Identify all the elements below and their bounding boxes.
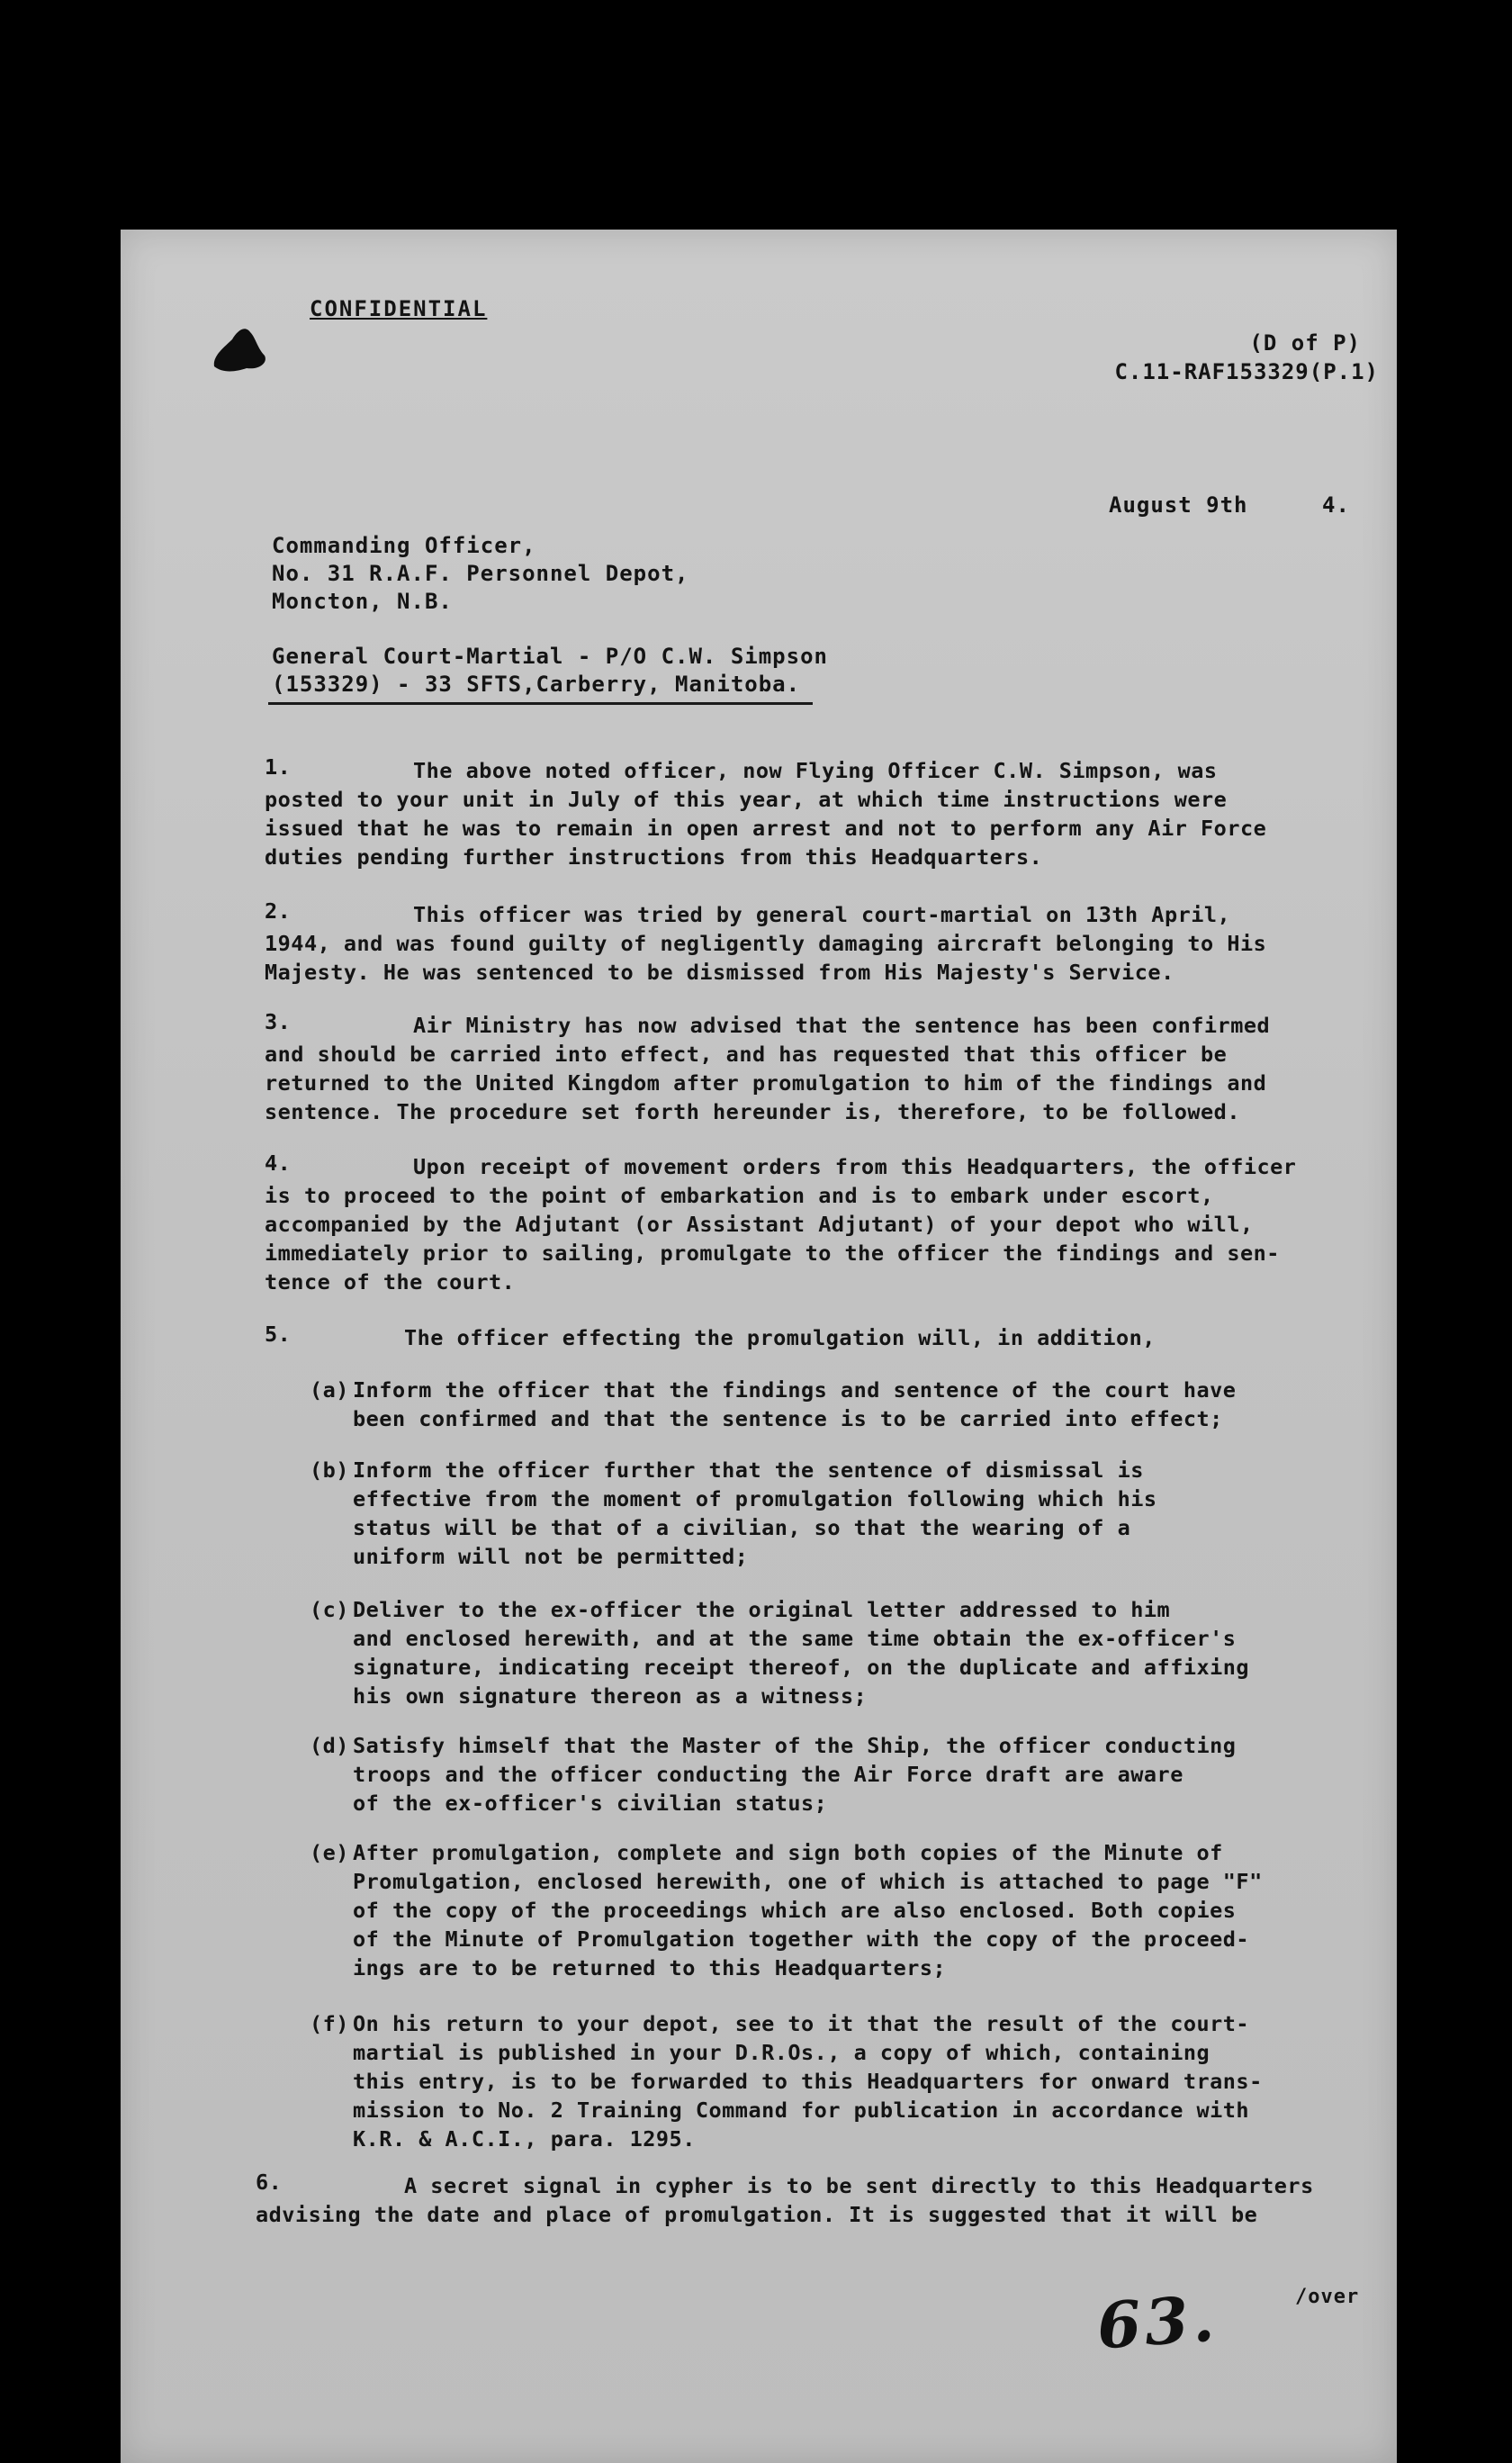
addressee-line: Commanding Officer, xyxy=(272,533,536,558)
paragraph-line: advising the date and place of promulgation. It is suggested that it will be xyxy=(256,2202,1258,2227)
paragraph-number: 5. xyxy=(265,1322,292,1347)
subitem-line: signature, indicating receipt thereof, on the duplicate and affixing xyxy=(353,1655,1250,1680)
subitem-line: effective from the moment of promulgation following which his xyxy=(353,1486,1157,1511)
addressee-line: Moncton, N.B. xyxy=(272,589,453,614)
letter-date-year: 4. xyxy=(1322,492,1350,518)
office-code: (D of P) xyxy=(1249,330,1361,356)
paragraph-line: The above noted officer, now Flying Officer C.W. Simpson, was xyxy=(413,758,1218,783)
paragraph-number: 3. xyxy=(265,1009,292,1034)
subitem-line: After promulgation, complete and sign both copies of the Minute of xyxy=(353,1840,1223,1865)
addressee-line: No. 31 R.A.F. Personnel Depot, xyxy=(272,561,689,586)
paragraph-line: Air Ministry has now advised that the sentence has been confirmed xyxy=(413,1013,1271,1038)
subitem-label: (a) xyxy=(310,1377,349,1403)
subitem-line: Deliver to the ex-officer the original letter addressed to him xyxy=(353,1597,1171,1622)
subitem-line: Satisfy himself that the Master of the Ship, the officer conducting xyxy=(353,1733,1237,1758)
paragraph-number: 2. xyxy=(265,898,292,924)
paragraph-line: Upon receipt of movement orders from this Headquarters, the officer xyxy=(413,1154,1297,1179)
classification-label: CONFIDENTIAL xyxy=(310,296,488,321)
paragraph-line: tence of the court. xyxy=(265,1269,516,1295)
subitem-label: (d) xyxy=(310,1733,349,1758)
paragraph-line: This officer was tried by general court-martial on 13th April, xyxy=(413,902,1231,927)
continued-over-marker: /over xyxy=(1295,2286,1360,2308)
subitem-line: of the Minute of Promulgation together with the copy of the proceed- xyxy=(353,1926,1250,1952)
subitem-line: ings are to be returned to this Headquarters; xyxy=(353,1955,947,1980)
paragraph-3 xyxy=(265,1011,1291,1126)
subitem-label: (b) xyxy=(310,1457,349,1483)
subitem-line: and enclosed herewith, and at the same time obtain the ex-officer's xyxy=(353,1626,1237,1651)
subject-underline xyxy=(268,702,813,705)
subitem-line: Inform the officer further that the sentence of dismissal is xyxy=(353,1457,1144,1483)
subject-line: General Court-Martial - P/O C.W. Simpson xyxy=(272,644,828,669)
subitem-line: this entry, is to be forwarded to this Headquarters for onward trans- xyxy=(353,2069,1263,2094)
subitem-label: (c) xyxy=(310,1597,349,1622)
paragraph-line: immediately prior to sailing, promulgate to the officer the findings and sen- xyxy=(265,1241,1280,1266)
subitem-line: his own signature thereon as a witness; xyxy=(353,1683,868,1709)
paragraph-line: is to proceed to the point of embarkation and is to embark under escort, xyxy=(265,1183,1214,1208)
subitem-line: K.R. & A.C.I., para. 1295. xyxy=(353,2126,696,2152)
paragraph-line: issued that he was to remain in open arrest and not to perform any Air Force xyxy=(265,816,1267,841)
paragraph-line: and should be carried into effect, and has requested that this officer be xyxy=(265,1042,1228,1067)
subitem-line: On his return to your depot, see to it that the result of the court- xyxy=(353,2011,1250,2036)
subitem-line: uniform will not be permitted; xyxy=(353,1544,749,1569)
paragraph-line: The officer effecting the promulgation will, in addition, xyxy=(404,1325,1156,1350)
paragraph-4 xyxy=(265,1150,1297,1296)
paragraph-line: 1944, and was found guilty of negligently damaging aircraft belonging to His xyxy=(265,931,1267,956)
paragraph-line: A secret signal in cypher is to be sent directly to this Headquarters xyxy=(404,2173,1314,2198)
paragraph-line: sentence. The procedure set forth hereunder is, therefore, to be followed. xyxy=(265,1099,1240,1124)
subitem-line: of the copy of the proceedings which are also enclosed. Both copies xyxy=(353,1898,1237,1923)
subitem-line: mission to No. 2 Training Command for publication in accordance with xyxy=(353,2098,1250,2123)
letter-date: August 9th xyxy=(1109,492,1248,518)
paragraph-1 xyxy=(265,756,1291,871)
paragraph-number: 1. xyxy=(265,754,292,780)
paragraph-line: returned to the United Kingdom after promulgation to him of the findings and xyxy=(265,1070,1267,1096)
subitem-line: of the ex-officer's civilian status; xyxy=(353,1791,828,1816)
paragraph-6 xyxy=(256,2170,1314,2229)
file-reference: C.11-RAF153329(P.1) xyxy=(1114,359,1379,384)
subject-block xyxy=(272,642,828,698)
subitem-label: (e) xyxy=(310,1840,349,1865)
paragraph-line: posted to your unit in July of this year, at which time instructions were xyxy=(265,787,1228,812)
paragraph-line: duties pending further instructions from this Headquarters. xyxy=(265,844,1043,870)
subitem-line: been confirmed and that the sentence is to be carried into effect; xyxy=(353,1406,1223,1431)
subject-line: (153329) - 33 SFTS,Carberry, Manitoba. xyxy=(272,672,801,697)
addressee-block xyxy=(272,531,688,615)
handwritten-folio-number: 63. xyxy=(1094,2280,1220,2364)
punch-hole-mark xyxy=(205,321,274,377)
paragraph-number: 4. xyxy=(265,1150,292,1176)
paragraph-line: Majesty. He was sentenced to be dismissed from His Majesty's Service. xyxy=(265,960,1174,985)
subitem-line: Promulgation, enclosed herewith, one of which is attached to page "F" xyxy=(353,1869,1263,1894)
subitem-line: Inform the officer that the findings and sentence of the court have xyxy=(353,1377,1237,1403)
paragraph-5 xyxy=(265,1323,1291,1352)
paragraph-number: 6. xyxy=(256,2170,283,2195)
subitem-line: martial is published in your D.R.Os., a copy of which, containing xyxy=(353,2040,1210,2065)
paragraph-line: accompanied by the Adjutant (or Assistant Adjutant) of your depot who will, xyxy=(265,1212,1254,1237)
paragraph-2 xyxy=(265,900,1291,987)
subitem-label: (f) xyxy=(310,2011,349,2036)
subitem-line: troops and the officer conducting the Air Force draft are aware xyxy=(353,1762,1184,1787)
document-page xyxy=(121,230,1397,2463)
subitem-line: status will be that of a civilian, so that the wearing of a xyxy=(353,1515,1131,1540)
